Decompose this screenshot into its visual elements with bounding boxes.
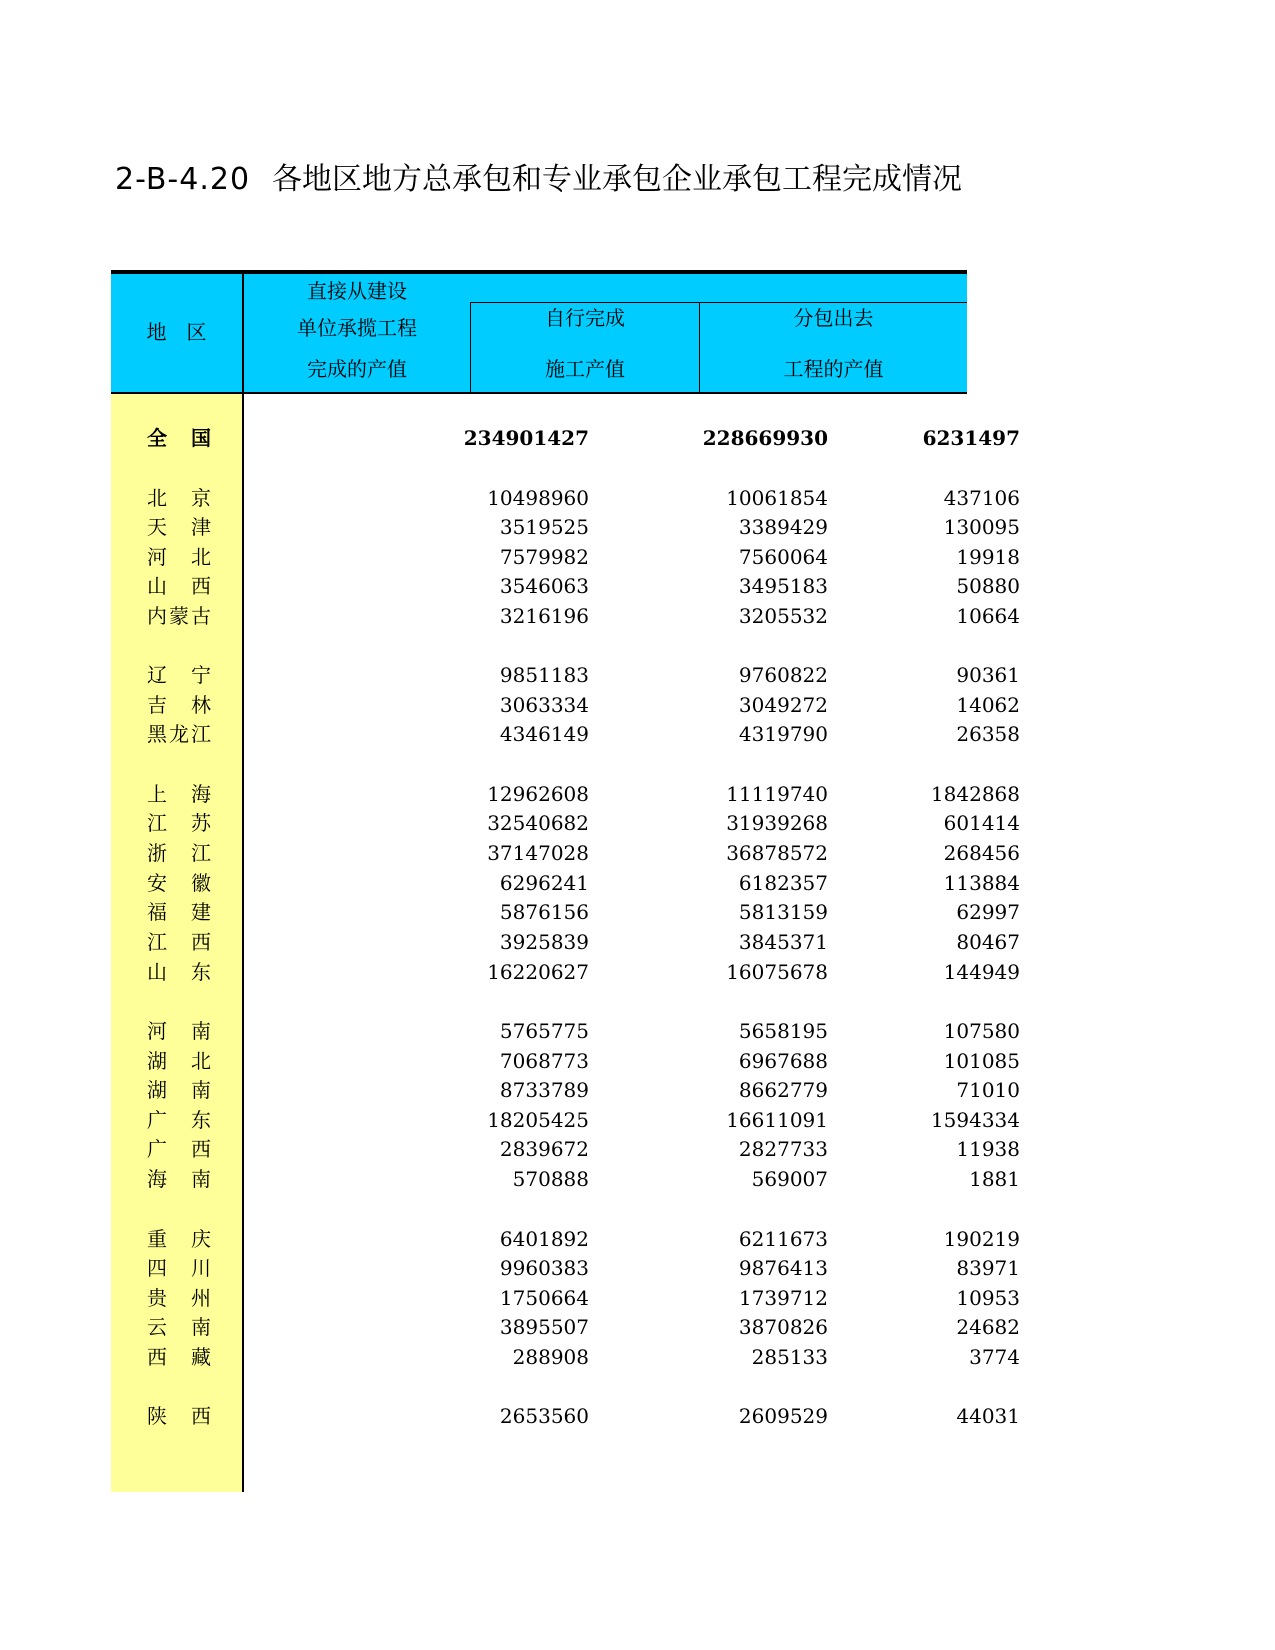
table-row [111,1253,1020,1284]
direct-value: 2653560 [499,1404,589,1428]
table-row [111,601,1020,632]
direct-value: 4346149 [499,722,589,746]
self-value: 5658195 [738,1019,828,1043]
subcontract-value: 101085 [943,1049,1020,1073]
region-name: 海南 [147,1167,211,1191]
region-name: 广东 [147,1108,211,1132]
direct-value: 7068773 [499,1049,589,1073]
direct-value: 7579982 [499,545,589,569]
self-value: 6182357 [738,871,828,895]
region-name: 湖北 [147,1049,211,1073]
subcontract-value: 44031 [956,1404,1020,1428]
region-name: 福建 [147,900,211,924]
table-row [111,1312,1020,1343]
header-self-line2: 施工产值 [545,357,625,381]
self-value: 6967688 [738,1049,828,1073]
table-row [111,542,1020,573]
subcontract-value: 144949 [943,960,1020,984]
subcontract-value: 50880 [956,574,1020,598]
direct-value: 3546063 [499,574,589,598]
table-row [111,1283,1020,1314]
table-row [111,1046,1020,1077]
self-value: 10061854 [726,486,828,510]
direct-value: 12962608 [487,782,589,806]
subcontract-value: 113884 [943,871,1020,895]
table-row [111,483,1020,514]
subcontract-value: 268456 [943,841,1020,865]
region-name: 湖南 [147,1078,211,1102]
total-row [111,423,1020,454]
direct-value: 234901427 [463,426,589,450]
table-row [111,660,1020,691]
header-sub-line1: 分包出去 [793,306,874,330]
region-name: 辽宁 [147,663,211,687]
header-direct-line3: 完成的产值 [307,357,407,381]
direct-value: 37147028 [487,841,589,865]
self-value: 9760822 [738,663,828,687]
direct-value: 570888 [512,1167,589,1191]
self-value: 3870826 [738,1315,828,1339]
table-row [111,1164,1020,1195]
region-name: 贵州 [147,1286,211,1310]
self-value: 3049272 [738,693,828,717]
table-header [111,270,967,394]
region-name: 广西 [147,1137,211,1161]
region-name: 山东 [147,960,211,984]
direct-value: 9851183 [499,663,589,687]
subcontract-value: 14062 [956,693,1020,717]
region-name: 四川 [147,1256,211,1280]
subcontract-value: 1881 [969,1167,1020,1191]
table-row [111,1224,1020,1255]
table-row [111,1134,1020,1165]
region-name: 内蒙古 [147,604,211,628]
region-name: 北京 [147,486,211,510]
table-row [111,808,1020,839]
table-row [111,957,1020,988]
subcontract-value: 71010 [956,1078,1020,1102]
direct-value: 288908 [512,1345,589,1369]
subcontract-value: 3774 [969,1345,1020,1369]
direct-value: 6401892 [499,1227,589,1251]
direct-value: 1750664 [499,1286,589,1310]
region-name: 全国 [147,426,211,450]
region-name: 云南 [147,1315,211,1339]
self-value: 1739712 [738,1286,828,1310]
self-value: 3389429 [738,515,828,539]
self-value: 3495183 [738,574,828,598]
table-row [111,690,1020,721]
region-name: 西藏 [147,1345,211,1369]
region-name: 天津 [147,515,211,539]
region-name: 河南 [147,1019,211,1043]
region-name: 江苏 [147,811,211,835]
table-row [111,927,1020,958]
region-name: 上海 [147,782,211,806]
region-name: 重庆 [147,1227,211,1251]
subcontract-value: 6231497 [922,426,1020,450]
subcontract-value: 1842868 [930,782,1020,806]
self-value: 36878572 [726,841,828,865]
table-body [111,394,1020,1492]
direct-value: 16220627 [487,960,589,984]
self-value: 16075678 [726,960,828,984]
self-value: 3205532 [738,604,828,628]
region-name: 山西 [147,574,211,598]
subcontract-value: 26358 [956,722,1020,746]
self-value: 16611091 [726,1108,828,1132]
subcontract-value: 11938 [956,1137,1020,1161]
self-value: 228669930 [702,426,828,450]
subcontract-value: 130095 [943,515,1020,539]
self-value: 4319790 [738,722,828,746]
self-value: 285133 [751,1345,828,1369]
page-title [115,156,965,204]
subcontract-value: 107580 [943,1019,1020,1043]
table-row [111,838,1020,869]
table-row [111,512,1020,543]
subcontract-value: 83971 [956,1256,1020,1280]
table-row [111,1016,1020,1047]
table-title: 各地区地方总承包和专业承包企业承包工程完成情况 [272,162,963,197]
table-row [111,571,1020,602]
self-value: 5813159 [738,900,828,924]
region-name: 河北 [147,545,211,569]
subcontract-value: 62997 [956,900,1020,924]
subcontract-value: 10664 [956,604,1020,628]
direct-value: 5876156 [499,900,589,924]
header-self-line1: 自行完成 [545,306,625,330]
direct-value: 32540682 [487,811,589,835]
table-row [111,1075,1020,1106]
self-value: 6211673 [738,1227,828,1251]
region-name: 安徽 [147,871,211,895]
direct-value: 3216196 [499,604,589,628]
self-value: 3845371 [738,930,828,954]
direct-value: 18205425 [487,1108,589,1132]
subcontract-value: 10953 [956,1286,1020,1310]
subcontract-value: 24682 [956,1315,1020,1339]
self-value: 2827733 [738,1137,828,1161]
direct-value: 5765775 [499,1019,589,1043]
header-direct-line1: 直接从建设 [307,279,407,303]
self-value: 7560064 [738,545,828,569]
direct-value: 3063334 [499,693,589,717]
direct-value: 8733789 [499,1078,589,1102]
self-value: 569007 [751,1167,828,1191]
table-row [111,1105,1020,1136]
region-name: 浙江 [147,841,211,865]
self-value: 11119740 [726,782,828,806]
direct-value: 9960383 [499,1256,589,1280]
table-row [111,1401,1020,1432]
self-value: 9876413 [738,1256,828,1280]
direct-value: 3519525 [499,515,589,539]
header-region: 地 区 [146,320,207,344]
subcontract-value: 80467 [956,930,1020,954]
self-value: 8662779 [738,1078,828,1102]
subcontract-value: 601414 [943,811,1020,835]
header-direct-line2: 单位承揽工程 [297,316,417,340]
self-value: 31939268 [726,811,828,835]
subcontract-value: 1594334 [930,1108,1020,1132]
self-value: 2609529 [738,1404,828,1428]
data-table [111,270,1020,1492]
subcontract-value: 90361 [956,663,1020,687]
direct-value: 3895507 [499,1315,589,1339]
table-row [111,719,1020,750]
region-name: 黑龙江 [147,722,211,746]
region-name: 陕西 [147,1404,211,1428]
direct-value: 10498960 [487,486,589,510]
region-name: 江西 [147,930,211,954]
header-sub-line2: 工程的产值 [783,357,884,381]
subcontract-value: 190219 [943,1227,1020,1251]
direct-value: 6296241 [499,871,589,895]
region-name: 吉林 [147,693,211,717]
table-code: 2-B-4.20 [115,162,251,197]
subcontract-value: 437106 [943,486,1020,510]
table-row [111,897,1020,928]
direct-value: 2839672 [499,1137,589,1161]
table-row [111,1342,1020,1373]
table-row [111,779,1020,810]
table-row [111,868,1020,899]
direct-value: 3925839 [499,930,589,954]
subcontract-value: 19918 [956,545,1020,569]
